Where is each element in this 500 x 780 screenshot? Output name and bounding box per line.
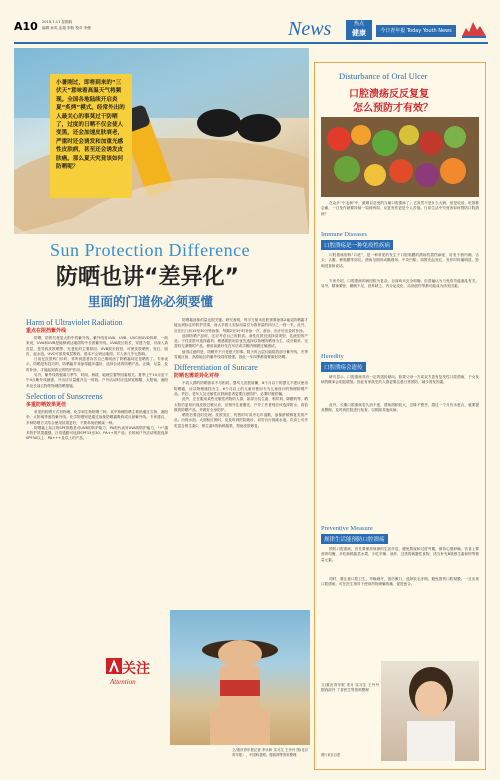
sidebar-footer-note: 图片来自百度 xyxy=(321,753,341,757)
sidebar-heading-3-en: Preventive Measure xyxy=(321,525,373,532)
section-heading-cn: 重点在阻挡紫外线 xyxy=(26,328,67,334)
sidebar-paragraph: 预防口腔溃疡，首先要保持规律的生活作息，避免熬夜和过度劳累，保持心情舒畅。饮食上要营养均衡，多吃新鲜蔬菜水果，少吃辛辣、油炸、过烫的刺激性食物，适当补充B族维生素和锌等微量元素。 xyxy=(321,547,479,562)
paragraph: 防晒，防的究竟是太阳中的紫外线。紫外线有UVA、UVB、UVC和UVD四种，一般来说，UVA和UVB是能够到达地面的中长波紫外线。UVA波长较长，穿透力强，可深入真皮层，是导致皮肤晒黑、光老化的主要原因；UVB波长较短，可使皮肤晒伤、发红、脱皮、起水泡。UVC可被臭氧层吸收，基本不会到达地面，对人体几乎无影响。 xyxy=(26,336,168,356)
section-title-en: News xyxy=(288,18,332,40)
intro-box xyxy=(50,74,132,198)
attention-en: Attention xyxy=(110,678,136,686)
sidebar-paragraph: 研究显示，口腔溃疡具有一定的遗传倾向。如果父母一方或双方患有复发性口腔溃疡，子女发病的概率会明显增加。因此有家族史的人群更要注意日常预防，减少诱发因素。 xyxy=(321,375,479,385)
beach-woman-photo xyxy=(170,610,310,745)
paragraph: 此外，正在服用某些光敏性药物的人群，如部分抗生素、利尿剂、降糖药等，晒太阳后更易出现皮肤过敏反应，应格外注意避光。户外工作者则应该选择防水、高倍数的防晒产品，并做好全身防护。 xyxy=(174,397,308,412)
sidebar-heading-2-en: Heredity xyxy=(321,353,344,360)
page-number: A10 xyxy=(14,20,38,33)
sidebar-intro: 在众多“小毛病”中，最难以忍受的当属口腔溃疡了。它虽然不是什么大病，但是说话、吃饭都会痛，一旦发作就要持续一周到两周，反复发作更是令人苦恼。日常生活中究竟该如何预防口腔溃疡？ xyxy=(321,201,479,216)
sidebar-title-cn-1: 口腔溃疡反反复复 xyxy=(349,89,429,100)
attention-cn: 关注 xyxy=(122,661,150,677)
paragraph: 晒伤后要及时处理。皮肤发红、灼热时可用冷毛巾湿敷，涂抹舒缓修复类的产品；出现水泡、大面积红肿时，应及时到医院就诊，切勿自行挑破水泡。饮食上可多吃富含维生素C、维生素E的新鲜蔬果，帮助皮肤修复。 xyxy=(174,413,308,428)
sidebar-paragraph: 口腔溃疡俗称“口疮”，是一种常见的发生于口腔黏膜的溃疡性损伤病症，好发于唇内侧、舌头、舌腹、颊黏膜等部位。溃疡呈圆形或椭圆形，中央凹陷，周围充血发红，发作时疼痛明显，影响进食和说话。 xyxy=(321,253,479,268)
section-tag-box xyxy=(346,20,372,40)
sidebar-paragraph: 此外，长期口腔溃疡若久治不愈，溃疡面积较大、边缘不整齐、超过一个月仍未愈合，就要提高警惕，及时到医院进行检查，以排除其他疾病。 xyxy=(321,403,479,413)
sidebar-title-en: Disturbance of Oral Ulcer xyxy=(339,71,428,81)
city-logo xyxy=(460,18,488,40)
sidebar-panel xyxy=(314,62,486,770)
section-heading-en: Differentiation of Suncare xyxy=(174,363,258,373)
section-heading-cn: 防晒也需差异化对待 xyxy=(174,373,220,380)
sidebar-paragraph: 专家介绍，口腔溃疡的病因较为复杂，目前尚未完全明确，但普遍认为与免疫功能紊乱有关。另外，精神紧张、睡眠不足、营养缺乏、内分泌变化、局部创伤等都可能成为诱发因素。 xyxy=(321,279,479,289)
paragraph: 日前在皮肤科门诊时，常听到患者诉苦自己明明涂了防晒霜却还是晒伤了。专家表示，防晒是有技巧的，防晒霜并非涂得越多越好，选择合适的防晒产品，正确、足量、及时补涂，才能起到真正的防护作用。 xyxy=(26,357,168,372)
section-name: 健康 xyxy=(352,29,366,37)
sidebar-heading-1-en: Immune Diseases xyxy=(321,231,368,238)
sidebar-portrait-photo xyxy=(381,661,479,761)
section-heading-en: Harm of Ultraviolet Radiation xyxy=(26,318,123,327)
section-heading-cn: 多重防晒效果更佳 xyxy=(26,401,67,408)
main-subtitle-cn: 里面的门道你必须要懂 xyxy=(88,294,214,309)
vegetables-photo xyxy=(321,117,479,197)
sidebar-paragraph: 同时，要注意口腔卫生，早晚刷牙，饭后漱口，选择软毛牙刷，避免损伤口腔黏膜。一旦出现口腔溃疡，可在医生指导下使用药物缓解疼痛、促进愈合。 xyxy=(321,577,479,587)
sidebar-title-cn-2: 怎么预防才有效？ xyxy=(353,103,433,114)
date-line: 2019.7.11 星期四 xyxy=(42,20,73,24)
sidebar-heading-2-cn: 口腔溃疡会遗传 xyxy=(321,362,366,372)
main-title-en: Sun Protection Difference xyxy=(50,240,251,260)
sidebar-byline: 文/重庆青年报 采月 实习生 王丹丹 据西部开 丁香医生等资料整理 xyxy=(321,683,379,693)
paragraph: 选择防晒产品时，还应考虑自己的肤质。油性皮肤宜选择清爽型、乳液型的产品；干性皮肤可选择霜剂；敏感肌肤则应优先选择以物理防晒剂为主、成分简单、无香料无酒精的产品，使用前最好先在耳后或手腕内侧做过敏测试。 xyxy=(174,333,308,349)
paper-brand: 今日青年报 Today Youth News xyxy=(376,25,456,37)
paragraph: 不同人群的防晒需求不尽相同。婴幼儿皮肤娇嫩，6个月以下的婴儿不建议使用防晒霜，应以物理遮挡为主；6个月以上的儿童可使用专为儿童设计的物理防晒产品。孕妇、老年人及光敏性皮肤病患者更要注意防护，必要时遵医嘱。 xyxy=(174,381,308,396)
sidebar-heading-3-cn: 规律生活能预防口腔溃疡 xyxy=(321,534,388,544)
page-header xyxy=(14,14,488,46)
intro-text: 小暑刚过，即将到来的“三伏天”意味着高温天气将频现。全国各地陆续开启炎夏“炙烤”模式。经常外出的人最关心的事莫过于防晒了，过度的日晒不仅会使人变黑，还会加速皮肤衰老，严重时还会诱发和加重光感性皮肤病，甚至还会诱发皮肤癌。那么夏天究竟该如何防晒呢？ xyxy=(56,80,125,171)
header-rule xyxy=(14,42,488,44)
paragraph: 值得注意的是，防晒并不只是夏天的事。阴天时云层仅能阻挡部分紫外线，冬季雪地反射、高原地区的紫外线同样很强，因此一年四季都需要做好防晒。 xyxy=(174,349,308,360)
section-tag: 热点 xyxy=(353,21,364,27)
staff-line: 编辑 孙英 孟超 李娇 校对 李俊 xyxy=(42,26,91,30)
section-heading-en: Selection of Sunscreens xyxy=(26,391,103,401)
paragraph: 另外，紫外线的强弱与季节、时间、海拔、地理位置等因素相关。夏季上午10点至下午4点紫外线最强，外出应尽量避开这一时段。户外活动时应选择宽檐帽、太阳镜、遮阳伞及长袖衣物等物理防晒措施。 xyxy=(26,373,168,388)
paragraph: 防晒霜上标注的SPF指数是对UVB的防护能力，PA则代表对UVA的防护能力，“+”越多防护效果越强。日常通勤可选择SPF15至30、PA++的产品；长时间户外活动则需选择SPF30以上、PA+++及以上的产品。 xyxy=(26,425,168,441)
article-byline: 文/重庆青年报记者 李永和 实习生 王丹丹 图/北京青年报），中国科普网，搜狐网等资料整理 xyxy=(232,748,308,757)
sidebar-heading-1-cn: 口腔溃疡是一种免疫性疾病 xyxy=(321,240,393,250)
paragraph: 常见的防晒方式有物理、化学和生物防晒三种。其中物理防晒主要指通过衣物、遮阳伞、太阳镜等遮挡紫外线；化学防晒则是通过涂抹防晒霜吸收或反射紫外线。专家建议，多种防晒方式结合使用效果更好，不要单纯依赖某一种。 xyxy=(26,409,168,425)
main-title-cn: 防晒也讲“差异化” xyxy=(56,265,239,290)
paragraph: 防晒霜涂抹的量也很关键。研究表明，每平方厘米皮肤需要涂抹2毫克防晒霜才能达到标注的防护效果，而大多数人实际用量仅为推荐量的四分之一到一半。此外，应在出门前15至30分钟涂抹，每隔2至3小时补涂一次，游泳、出汗后应及时补涂。 xyxy=(174,318,308,333)
article-column-2 xyxy=(174,318,308,608)
attention-badge xyxy=(104,654,156,700)
